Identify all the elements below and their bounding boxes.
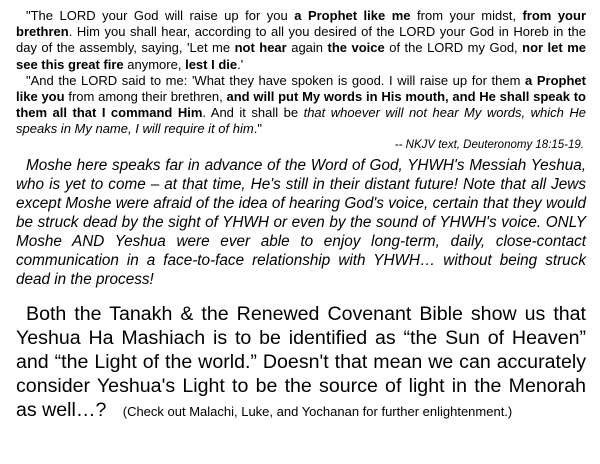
quote-text: anymore,: [123, 56, 186, 72]
quote-emphasis: lest I die: [185, 56, 238, 72]
scripture-citation: -- NKJV text, Deuteronomy 18:15-19.: [394, 138, 584, 151]
quote-text: from among their brethren,: [64, 89, 227, 105]
quote-emphasis: nor let me see this great fire: [16, 40, 586, 72]
quote-emphasis: a Prophet like you: [16, 72, 586, 105]
quote-emphasis: not hear: [234, 40, 287, 56]
quote-text: "And the LORD said to me: 'What they have spoken is good. I will raise up for them: [26, 72, 526, 88]
quote-text: .": [253, 121, 262, 137]
quote-text: . Him you shall hear, according to all you desired of the LORD your God in Horeb in the day of the assembly, saying, 'Let me: [16, 24, 586, 56]
quote-text: again: [286, 40, 328, 56]
scripture-quote: [16, 8, 586, 138]
quote-paragraph-2: [16, 73, 586, 138]
quote-text: .': [237, 56, 244, 72]
quote-italic: that whoever will not hear My words, which He speaks in My name, I will require it of him: [16, 105, 586, 137]
quote-emphasis: the voice: [327, 40, 385, 56]
quote-emphasis: from your brethren: [16, 8, 587, 40]
closing-paragraph: [16, 302, 586, 424]
closing-note: (Check out Malachi, Luke, and Yochanan for further enlightenment.): [122, 403, 513, 419]
quote-emphasis: and will put My words in His mouth, and He shall speak to them all that I command Him: [16, 89, 586, 121]
quote-emphasis: a Prophet like me: [294, 8, 411, 23]
quote-text: of the LORD my God,: [384, 40, 523, 56]
quote-text: from your midst,: [410, 8, 523, 23]
quote-text: . And it shall be: [202, 105, 304, 121]
closing-text: Both the Tanakh & the Renewed Covenant Bible show us that Yeshua Ha Mashiach is to be identified as “the Sun of Heaven” and “the Light of the world.” Doesn't that mean we can accurately consider Yeshua's Light to be the source of light in the Menorah as well…?: [16, 302, 586, 421]
quote-paragraph-1: [16, 8, 586, 73]
quote-text: "The LORD your God will raise up for you: [26, 8, 295, 23]
commentary-paragraph: Moshe here speaks far in advance of the Word of God, YHWH's Messiah Yeshua, who is yet to come – at that time, He's still in their distant future! Note that all Jews except Moshe were afraid of the idea of hearing God's voice, certain that they would be struck dead by the sight of YHWH or even by the sound of YHWH's voice. ONLY Moshe AND Yeshua were ever able to enjoy long-term, daily, close-contact communication in a face-to-face relationship with YHWH… without being struck dead in the process!: [16, 156, 586, 288]
